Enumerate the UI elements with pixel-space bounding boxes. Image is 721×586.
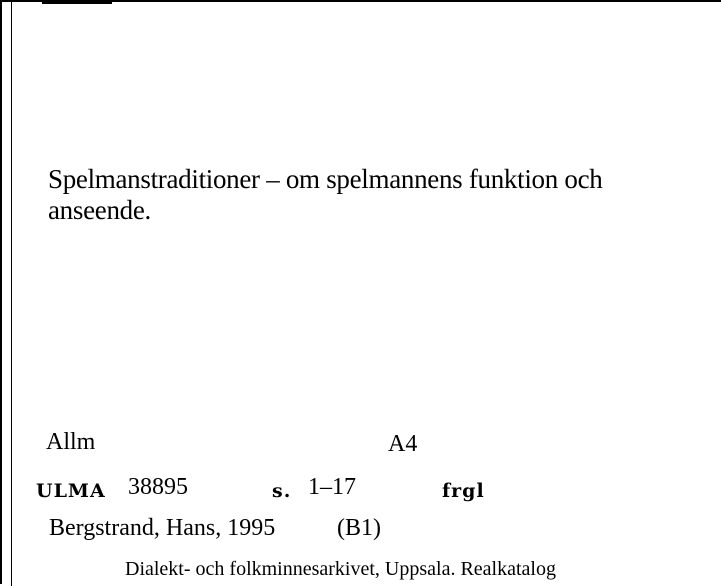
- page-range: 1–17: [308, 474, 356, 500]
- card-top-mark: [42, 2, 112, 4]
- category-tag: frgl: [442, 480, 485, 502]
- archive-code: ULMA: [36, 480, 106, 502]
- author-line: Bergstrand, Hans, 1995: [49, 515, 276, 541]
- format-label: A4: [388, 431, 418, 457]
- pages-prefix: s.: [272, 480, 292, 502]
- archive-footer: Dialekt- och folkminnesarkivet, Uppsala. Realkatalog: [125, 558, 556, 580]
- author-code: (B1): [337, 515, 381, 541]
- category-label: Allm: [46, 429, 96, 455]
- record-number: 38895: [128, 474, 188, 500]
- card-inner-border: [11, 2, 12, 586]
- card-title: Spelmanstraditioner – om spelmannens funktion och anseende.: [48, 164, 603, 225]
